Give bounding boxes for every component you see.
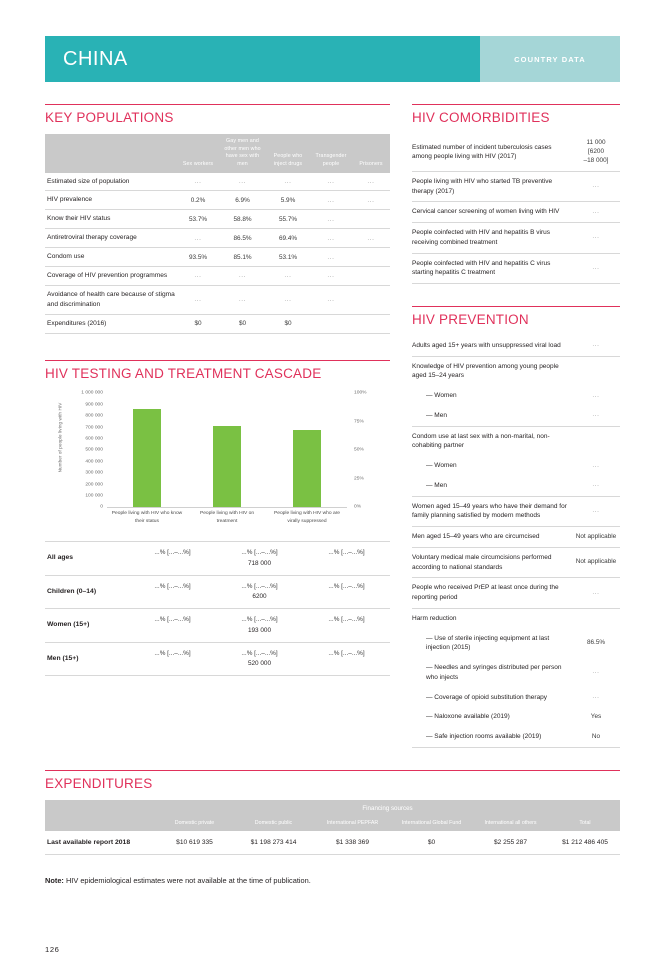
table-cell: $1 212 486 405 — [550, 831, 620, 855]
table-cell: ... — [177, 229, 219, 248]
cascade-suppressed-cell: ...% [...–...%] — [303, 642, 390, 676]
table-cell: ... — [266, 173, 310, 191]
table-row — [45, 314, 390, 333]
row-label: Knowledge of HIV prevention among young people aged 15–24 years — [412, 362, 559, 380]
row-value: Yes — [590, 712, 602, 720]
row-label: — Use of sterile injecting equipment at last injection (2015) — [426, 634, 550, 652]
table-cell — [352, 314, 390, 333]
table-cell: $0 — [266, 314, 310, 333]
row-label: People coinfected with HIV and hepatitis B virus receiving combined treatment — [412, 223, 572, 254]
chart-y2-tick: 75% — [354, 419, 364, 425]
table-cell: ... — [266, 267, 310, 286]
table-row — [45, 831, 620, 855]
cascade-chart — [45, 389, 390, 539]
row-value: ... — [572, 171, 620, 202]
table-cell: 6.9% — [219, 191, 266, 210]
cascade-heading — [45, 360, 390, 383]
table-row — [45, 267, 390, 286]
content-columns — [45, 104, 620, 750]
row-value: ... — [592, 391, 600, 399]
table-row — [45, 173, 390, 191]
table-row — [412, 707, 620, 727]
chart-y-tick: 500 000 — [85, 447, 103, 453]
row-label: Women aged 15–49 years who have their demand for family planning satisfied by modern methods — [412, 496, 572, 527]
table-cell: ... — [310, 267, 352, 286]
row-label: Estimated number of incident tuberculosis cases among people living with HIV (2017) — [412, 134, 572, 171]
prevention-heading — [412, 306, 620, 329]
footnote — [45, 875, 620, 886]
table-row — [412, 171, 620, 202]
row-value: ... — [572, 253, 620, 284]
table-cell: ... — [177, 173, 219, 191]
chart-y-tick: 100 000 — [85, 493, 103, 499]
table-cell: ... — [310, 173, 352, 191]
row-label: Harm reduction — [412, 614, 457, 622]
column-header-blank — [45, 134, 177, 173]
table-cell: ... — [310, 229, 352, 248]
table-row — [412, 336, 620, 356]
table-cell: $0 — [392, 831, 471, 855]
section-title: HIV COMORBIDITIES — [412, 110, 550, 125]
section-title: HIV PREVENTION — [412, 312, 529, 328]
chart-y-tick: 900 000 — [85, 402, 103, 408]
table-row — [45, 285, 390, 314]
table-row — [412, 134, 620, 171]
chart-y2-tick: 0% — [354, 504, 362, 510]
page-title: CHINA — [63, 47, 128, 70]
expenditures-table — [45, 800, 620, 856]
table-cell: 55.7% — [266, 210, 310, 229]
comorbidities-body — [412, 134, 620, 284]
cascade-suppressed-cell: ...% [...–...%] — [303, 609, 390, 643]
table-cell: $1 198 273 414 — [234, 831, 313, 855]
table-row — [45, 609, 390, 643]
row-value: No — [572, 727, 620, 747]
row-value: 86.5% — [586, 638, 606, 646]
table-cell — [352, 267, 390, 286]
table-header — [45, 134, 390, 173]
banner-badge-block — [480, 36, 620, 82]
column-header-prisoners: Prisoners — [352, 134, 390, 173]
chart-y-axis-ticks — [59, 390, 103, 510]
cascade-know-status-cell: ...% [...–...%] — [129, 575, 216, 609]
chart-secondary-axis-ticks — [348, 390, 380, 510]
financing-sources-group-header: Financing sources — [155, 800, 620, 816]
table-cell: ... — [177, 267, 219, 286]
table-row — [412, 629, 620, 659]
chart-bar-slot — [107, 393, 187, 507]
table-row — [412, 223, 620, 254]
table-cell: $2 255 287 — [471, 831, 550, 855]
cascade-on-treatment-cell: ...% [...–...%] 193 000 — [216, 609, 303, 643]
table-cell: 53.7% — [177, 210, 219, 229]
row-label: Men aged 15–49 years who are circumcised — [412, 527, 572, 548]
table-cell: ... — [310, 191, 352, 210]
table-cell: ... — [352, 173, 390, 191]
table-row — [412, 476, 620, 496]
table-row — [45, 229, 390, 248]
page-banner — [45, 36, 620, 82]
table-cell: 53.1% — [266, 248, 310, 267]
row-label: People living with HIV who started TB preventive therapy (2017) — [412, 171, 572, 202]
row-value: ... — [572, 496, 620, 527]
table-cell: $0 — [219, 314, 266, 333]
right-column — [412, 104, 620, 750]
table-cell: ... — [219, 285, 266, 314]
table-row — [412, 253, 620, 284]
table-row — [412, 426, 620, 456]
cascade-know-status-cell: ...% [...–...%] — [129, 609, 216, 643]
chart-y-tick: 1 000 000 — [81, 390, 103, 396]
row-value: ... — [592, 461, 600, 469]
table-row — [412, 202, 620, 223]
table-cell: 85.1% — [219, 248, 266, 267]
banner-country-block — [45, 36, 480, 82]
table-row — [412, 527, 620, 548]
row-label: HIV prevalence — [45, 191, 177, 210]
table-row — [412, 386, 620, 406]
row-label: Know their HIV status — [45, 210, 177, 229]
cascade-know-status-cell: ...% [...–...%] — [129, 542, 216, 576]
chart-y-tick: 200 000 — [85, 482, 103, 488]
table-cell: $0 — [177, 314, 219, 333]
expenditures-column-row — [45, 816, 620, 832]
row-label: — Naloxone available (2019) — [426, 713, 510, 721]
table-cell: ... — [266, 285, 310, 314]
prevention-table — [412, 336, 620, 748]
table-row — [412, 688, 620, 708]
row-label: Last available report 2018 — [45, 831, 155, 855]
row-value — [572, 426, 620, 456]
row-value: ... — [572, 578, 620, 609]
left-column — [45, 104, 390, 750]
row-label: People who received PrEP at least once during the reporting period — [412, 578, 572, 609]
row-label: — Women — [426, 392, 457, 400]
table-header-row — [45, 134, 390, 173]
row-value: ... — [572, 223, 620, 254]
country-data-page — [0, 36, 665, 976]
table-cell: ... — [352, 191, 390, 210]
table-row — [45, 575, 390, 609]
row-value: 11 000 [6200 –18 000] — [572, 134, 620, 171]
column-header-sex-workers: Sex workers — [177, 134, 219, 173]
row-value: ... — [572, 476, 620, 496]
table-row — [412, 406, 620, 426]
section-title: HIV TESTING AND TREATMENT CASCADE — [45, 365, 322, 381]
table-cell: 93.5% — [177, 248, 219, 267]
chart-bar-slot — [267, 393, 347, 507]
table-cell: ... — [310, 285, 352, 314]
cascade-suppressed-cell: ...% [...–...%] — [303, 542, 390, 576]
cascade-table-body — [45, 542, 390, 676]
chart-bars-region — [107, 393, 347, 508]
cascade-table — [45, 541, 390, 676]
table-cell: 69.4% — [266, 229, 310, 248]
row-label: Women (15+) — [45, 609, 129, 643]
row-label: — Safe injection rooms available (2019) — [412, 727, 572, 747]
row-label: Cervical cancer screening of women living with HIV — [412, 202, 572, 223]
chart-bar — [213, 426, 241, 508]
row-label: Voluntary medical male circumcisions performed according to national standards — [412, 547, 572, 578]
chart-y-tick: 300 000 — [85, 470, 103, 476]
table-cell: ... — [219, 267, 266, 286]
table-row — [45, 210, 390, 229]
footnote-text: HIV epidemiological estimates were not available at the time of publication. — [63, 876, 311, 886]
table-cell — [352, 210, 390, 229]
row-label: Adults aged 15+ years with unsuppressed viral load — [412, 336, 572, 356]
column-header-international-global-fund: International Global Fund — [392, 816, 471, 832]
table-cell: 0.2% — [177, 191, 219, 210]
page-number: 126 — [45, 945, 60, 954]
column-header-transgender: Transgender people — [310, 134, 352, 173]
chart-y-tick: 600 000 — [85, 436, 103, 442]
table-row — [45, 542, 390, 576]
column-header-domestic-private: Domestic private — [155, 816, 234, 832]
key-populations-heading — [45, 104, 390, 127]
row-value: Not applicable — [572, 527, 620, 548]
chart-bar — [133, 409, 161, 507]
column-header-total: Total — [550, 816, 620, 832]
row-label: — Men — [412, 476, 572, 496]
status-badge: COUNTRY DATA — [514, 54, 586, 64]
column-header-international-all-others: International all others — [471, 816, 550, 832]
table-cell: ... — [352, 229, 390, 248]
chart-y-tick: 400 000 — [85, 459, 103, 465]
table-cell: ... — [310, 210, 352, 229]
footnote-label: Note: — [45, 876, 64, 886]
row-label: Condom use at last sex with a non-marital, non-cohabiting partner — [412, 432, 550, 450]
section-title: KEY POPULATIONS — [45, 110, 174, 125]
table-cell: $1 338 369 — [313, 831, 392, 855]
chart-x-label: People living with HIV who know their status — [111, 511, 183, 524]
chart-bar — [293, 430, 321, 508]
table-cell: ... — [177, 285, 219, 314]
chart-y-tick: 700 000 — [85, 425, 103, 431]
table-cell — [310, 314, 352, 333]
row-label: Men (15+) — [45, 642, 129, 676]
table-cell: $10 619 335 — [155, 831, 234, 855]
table-row — [412, 727, 620, 747]
row-label: Estimated size of population — [45, 173, 177, 191]
expenditures-corner — [45, 800, 155, 816]
cascade-on-treatment-cell: ...% [...–...%] 520 000 — [216, 642, 303, 676]
chart-x-label: People living with HIV who are virally suppressed — [273, 511, 341, 524]
chart-plot-area — [45, 389, 390, 539]
row-label: Avoidance of health care because of stigma and discrimination — [45, 285, 177, 314]
table-cell: ... — [310, 248, 352, 267]
table-row — [45, 191, 390, 210]
chart-x-axis-labels — [107, 510, 347, 524]
row-label: Antiretroviral therapy coverage — [45, 229, 177, 248]
key-populations-table — [45, 134, 390, 334]
row-value: ... — [592, 693, 600, 701]
row-label: — Men — [412, 406, 572, 426]
chart-y2-tick: 50% — [354, 447, 364, 453]
table-row — [412, 578, 620, 609]
expenditures-section — [45, 770, 620, 856]
row-label: People coinfected with HIV and hepatitis C virus starting hepatitis C treatment — [412, 253, 572, 284]
chart-bar-slot — [187, 393, 267, 507]
section-title: EXPENDITURES — [45, 775, 153, 791]
chart-x-label: People living with HIV on treatment — [199, 511, 255, 524]
row-label: — Women — [426, 462, 457, 470]
row-value: ... — [592, 668, 600, 676]
table-cell: 5.9% — [266, 191, 310, 210]
expenditures-group-row — [45, 800, 620, 816]
column-header-msm: Gay men and other men who have sex with men — [219, 134, 266, 173]
expenditures-body — [45, 831, 620, 855]
cascade-know-status-cell: ...% [...–...%] — [129, 642, 216, 676]
table-row — [412, 608, 620, 628]
comorbidities-table — [412, 134, 620, 284]
table-cell: 58.8% — [219, 210, 266, 229]
expenditures-header — [45, 800, 620, 832]
row-value — [572, 356, 620, 386]
row-value: ... — [572, 336, 620, 356]
table-row — [412, 456, 620, 476]
chart-y-tick: 0 — [100, 504, 103, 510]
table-cell: ... — [219, 173, 266, 191]
column-header-domestic-public: Domestic public — [234, 816, 313, 832]
prevention-body — [412, 336, 620, 748]
column-header-pwid: People who inject drugs — [266, 134, 310, 173]
table-row — [45, 248, 390, 267]
cascade-on-treatment-cell: ...% [...–...%] 718 000 — [216, 542, 303, 576]
row-value — [572, 608, 620, 628]
table-row — [412, 658, 620, 688]
chart-y-axis-title: Number of people living with HIV — [57, 403, 63, 473]
row-value: ... — [572, 202, 620, 223]
comorbidities-heading — [412, 104, 620, 127]
table-cell — [352, 285, 390, 314]
row-label: — Coverage of opioid substitution therapy — [426, 693, 548, 701]
chart-y2-tick: 25% — [354, 476, 364, 482]
table-row — [412, 356, 620, 386]
cascade-suppressed-cell: ...% [...–...%] — [303, 575, 390, 609]
chart-bar-series — [107, 393, 347, 507]
row-label: Condom use — [45, 248, 177, 267]
column-header-blank — [45, 816, 155, 832]
table-row — [412, 547, 620, 578]
row-label: Expenditures (2016) — [45, 314, 177, 333]
row-label: All ages — [45, 542, 129, 576]
row-value: ... — [572, 406, 620, 426]
key-populations-body — [45, 173, 390, 334]
cascade-on-treatment-cell: ...% [...–...%] 6200 — [216, 575, 303, 609]
row-label: — Needles and syringes distributed per person who injects — [426, 664, 562, 681]
chart-y-tick: 800 000 — [85, 413, 103, 419]
table-cell: 86.5% — [219, 229, 266, 248]
expenditures-heading — [45, 770, 620, 793]
table-row — [412, 496, 620, 527]
chart-y2-tick: 100% — [354, 390, 367, 396]
table-row — [45, 642, 390, 676]
table-cell — [352, 248, 390, 267]
row-label: Children (0–14) — [45, 575, 129, 609]
row-value: Not applicable — [572, 547, 620, 578]
column-header-international-pepfar: International PEPFAR — [313, 816, 392, 832]
row-label: Coverage of HIV prevention programmes — [45, 267, 177, 286]
